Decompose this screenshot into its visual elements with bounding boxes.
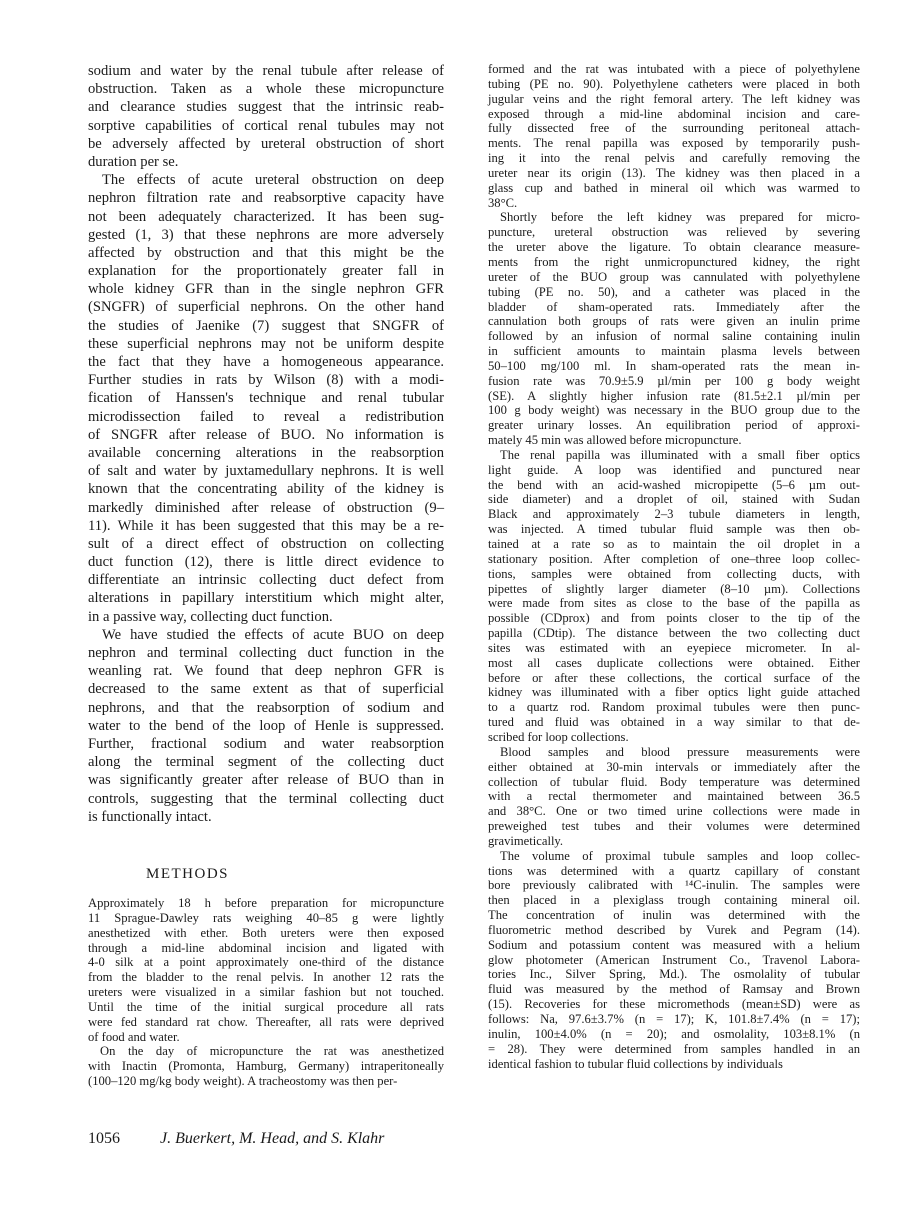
text-line: ureter near its origin (13). The kidney was then placed in a [488,165,860,180]
text-line: bladder of sham-operated rats. Immediately after the [488,299,860,314]
text-line: tubing (PE no. 90). Polyethylene catheters were placed in both [488,76,860,91]
text-line: differentiate an intrinsic collecting duct defect from [88,572,444,589]
text-line: microdissection failed to reveal a redistribution [88,408,444,425]
paragraph [88,171,444,626]
text-line: in a passive way, collecting duct function. [88,608,333,625]
text-line: sodium and water by the renal tubule after release of [88,63,444,79]
text-line: affected by obstruction and that this might be the [88,244,444,261]
text-line: water to the bend of the loop of Henle is suppressed. [88,717,444,734]
text-line: stationary position. After completion of one–three loop collec- [488,551,860,566]
text-line: available concerning alterations in the reabsorption [88,444,444,461]
text-line: alterations in papillary interstitium which might alter, [88,590,444,607]
text-line: Shortly before the left kidney was prepared for micro- [500,210,860,225]
text-line: The renal papilla was illuminated with a small fiber optics [500,447,860,462]
text-line: 11 Sprague-Dawley rats weighing 40–85 g were lightly [88,910,444,925]
text-line: glow photometer (American Instrument Co., Travenol Labora- [488,952,860,967]
text-line: The volume of proximal tubule samples and loop collec- [500,848,860,863]
text-line: followed by an infusion of normal saline containing inulin [488,329,860,344]
text-line: of salt and water by juxtamedullary nephrons. It is well [88,463,444,480]
text-line: markedly diminished after release of obstruction (9– [88,499,444,516]
paragraph [88,62,444,171]
text-line: mately 45 min was allowed before micropuncture. [488,433,742,448]
text-line: nephrons, and that the reabsorption of sodium and [88,699,444,716]
text-line: fusion rate was 70.9±5.9 µl/min per 100 g body weight [488,373,860,388]
text-line: known that the concentrating ability of the kidney is [88,481,444,498]
paragraph [88,896,444,1044]
text-line: sites was estimated with an eyepiece micrometer. In al- [488,640,860,655]
paragraph [488,448,860,745]
text-line: most all cases duplicate collections were obtained. Either [488,655,860,670]
text-line: to a quartz rod. Random proximal tubules were then punc- [488,700,860,715]
paragraph [488,849,860,1072]
text-line: 100 g body weight) was necessary in the BUO group due to the [488,403,860,418]
text-line: (15). Recoveries for these micromethods (mean±SD) were as [488,997,860,1012]
paragraph [88,626,444,826]
text-line: collection of tubular fluid. Body temperature was determined [488,774,860,789]
text-line: duration per se. [88,153,179,170]
text-line: ureters were visualized in a similar fashion but not touched. [88,985,444,1000]
text-line: (SNGFR) of superficial nephrons. On the other hand [88,299,444,316]
text-line: Further, fractional sodium and water reabsorption [88,735,444,752]
text-line: 38°C. [488,195,518,210]
text-line: was injected. A timed tubular fluid sample was then ob- [488,522,860,537]
text-line: (SE). A slightly higher infusion rate (81.5±2.1 µl/min per [488,388,860,403]
text-line: (100–120 mg/kg body weight). A tracheostomy was then per- [88,1074,398,1089]
text-line: along the terminal segment of the collecting duct [88,754,444,771]
text-line: tions, samples were obtained from collecting ducts, with [488,566,860,581]
text-line: inulin, 100±4.0% (n = 20); and osmolality, 103±8.1% (n [488,1026,860,1041]
text-line: 50–100 mg/100 ml. In sham-operated rats the mean in- [488,358,860,373]
text-line: before or after these collections, the cortical surface of the [488,670,860,685]
text-line: through a mid-line abdominal incision and ligated with [88,940,444,955]
paragraph [488,745,860,849]
text-line: identical fashion to tubular fluid collections by individuals [488,1056,783,1071]
text-line: ments from the right unmicropunctured kidney, the right [488,254,860,269]
text-line: fully dissected free of the surrounding peritoneal attach- [488,121,860,136]
text-line: greater urinary losses. An equilibration period of approxi- [488,418,860,433]
text-line: either obtained at 30-min intervals or immediately after the [488,759,860,774]
text-line: Sodium and potassium content was measured with a helium [488,937,860,952]
text-line: tured and fluid was obtained in a way similar to that de- [488,715,860,730]
paragraph [88,1044,444,1089]
text-line: formed and the rat was intubated with a piece of polyethylene [488,62,860,76]
text-line: possible (CDprox) and from points closer to the tip of the [488,611,860,626]
text-line: were made from sites as close to the base of the papilla as [488,596,860,611]
text-line: controls, suggesting that the terminal collecting duct [88,790,444,807]
text-line: tubing (PE no. 50), and a catheter was placed in the [488,284,860,299]
text-line: sult of a direct effect of obstruction on collecting [88,535,444,552]
running-footer-authors: J. Buerkert, M. Head, and S. Klahr [160,1130,385,1147]
text-line: the bend with an acid-washed micropipette (5–6 µm out- [488,477,860,492]
text-line: 11). While it has been suggested that this may be a re- [88,517,444,534]
methods-body [88,896,444,1089]
text-line: We have studied the effects of acute BUO on deep [102,626,444,643]
text-line: and 38°C. One or two timed urine collections were made in [488,804,860,819]
text-line: exposed through a mid-line abdominal incision and care- [488,106,860,121]
text-line: Black and approximately 2–3 tubule diameters in length, [488,507,860,522]
text-line: of SNGFR after release of BUO. No information is [88,426,444,443]
methods-heading: METHODS [146,866,230,882]
text-line: be adversely affected by ureteral obstruction of short [88,135,444,152]
page-number: 1056 [88,1130,120,1147]
text-line: the ureter above the ligature. To obtain clearance measure- [488,240,860,255]
text-line: obstruction. Taken as a whole these micropuncture [88,81,444,98]
text-line: sorptive capabilities of cortical renal tubules may not [88,117,444,134]
text-line: puncture, ureteral obstruction was relieved by severing [488,225,860,240]
text-line: follows: Na, 97.6±3.7% (n = 17); K, 101.8±7.4% (n = 17); [488,1012,860,1026]
text-line: in sufficient amounts to maintain plasma levels between [488,344,860,359]
text-line: explanation for the proportionately greater fall in [88,263,444,280]
text-line: The concentration of inulin was determined with the [488,908,860,923]
text-line: tions was determined with a quartz capillary of constant [488,863,860,878]
text-line: The effects of acute ureteral obstruction on deep [102,172,444,189]
text-line: gested (1, 3) that these nephrons are more adversely [88,226,444,243]
text-line: cannulation both groups of rats were given an inulin prime [488,314,860,329]
text-line: anesthetized with ether. Both ureters were then exposed [88,925,444,940]
text-line: preweighed test tubes and their volumes were determined [488,819,860,834]
text-line: weanling rat. We found that deep nephron GFR is [88,663,444,680]
text-line: and clearance studies suggest that the intrinsic reab- [88,99,444,116]
text-line: gravimetically. [488,833,564,848]
text-line: bore previously calibrated with ¹⁴C-inulin. The samples were [488,878,860,893]
text-line: kidney was illuminated with a fiber optics light guide attached [488,685,860,700]
text-line: was significantly greater after release of BUO than in [88,772,444,789]
left-column-body [88,62,444,826]
text-line: nephron filtration rate and reabsorptive capacity have [88,190,444,207]
text-line: not been adequately characterized. It has been sug- [88,208,444,225]
text-line: = 28). They were determined from samples handled in an [488,1041,860,1056]
text-line: fication of Hanssen's technique and renal tubular [88,390,444,407]
text-line: with a rectal thermometer and maintained between 36.5 [488,789,860,804]
text-line: with Inactin (Promonta, Hamburg, Germany) intraperitoneally [88,1059,444,1074]
text-line: On the day of micropuncture the rat was anesthetized [100,1044,444,1059]
text-line: light guide. A loop was identified and punctured near [488,462,860,477]
right-column-body [488,62,860,1071]
text-line: of food and water. [88,1029,180,1044]
text-line: ureter of the BUO group was cannulated with polyethylene [488,269,860,284]
text-line: from the bladder to the renal pelvis. In another 12 rats the [88,970,444,985]
text-line: ing it into the renal pelvis and carefully removing the [488,151,860,166]
text-line: side diameter) and a droplet of oil, stained with Sudan [488,492,860,507]
text-line: the fact that they have a homogeneous appearance. [88,354,444,370]
text-line: duct function (12), there is little direct evidence to [88,554,444,571]
text-line: these superficial nephrons may not be uniform despite [88,335,444,352]
text-line: tained at a rate so as to maintain the oil droplet in a [488,537,860,551]
text-line: then placed in a plexiglass trough containing mineral oil. [488,893,860,908]
text-line: fluid was measured by the method of Ramsay and Brown [488,982,860,997]
text-line: nephron and terminal collecting duct function in the [88,645,444,661]
text-line: whole kidney GFR than in the single nephron GFR [88,281,444,298]
text-line: tories Inc., Silver Spring, Md.). The osmolality of tubular [488,967,860,982]
text-line: jugular veins and the right femoral artery. The left kidney was [488,91,860,106]
paragraph [488,210,860,448]
text-line: Blood samples and blood pressure measurements were [500,744,860,759]
text-line: is functionally intact. [88,808,212,825]
text-line: decreased to the same extent as that of superficial [88,681,444,698]
text-line: Until the time of the initial surgical procedure all rats [88,999,444,1014]
text-line: ments. The renal papilla was exposed by temporarily push- [488,136,860,151]
text-line: the studies of Jaenike (7) suggest that SNGFR of [88,317,444,334]
text-line: glass cup and bathed in mineral oil which was warmed to [488,180,860,195]
text-line: 4-0 silk at a point approximately one-third of the distance [88,955,444,970]
text-line: were fed standard rat chow. Thereafter, all rats were deprived [88,1014,444,1029]
text-line: Approximately 18 h before preparation for micropuncture [88,896,444,910]
text-line: Further studies in rats by Wilson (8) with a modi- [88,372,444,389]
paragraph [488,62,860,210]
text-line: scribed for loop collections. [488,729,629,744]
text-line: fluorometric method described by Vurek and Pegram (14). [488,922,860,937]
text-line: pipettes of slightly larger diameter (8–10 µm). Collections [488,581,860,596]
text-line: papilla (CDtip). The distance between the two collecting duct [488,626,860,641]
